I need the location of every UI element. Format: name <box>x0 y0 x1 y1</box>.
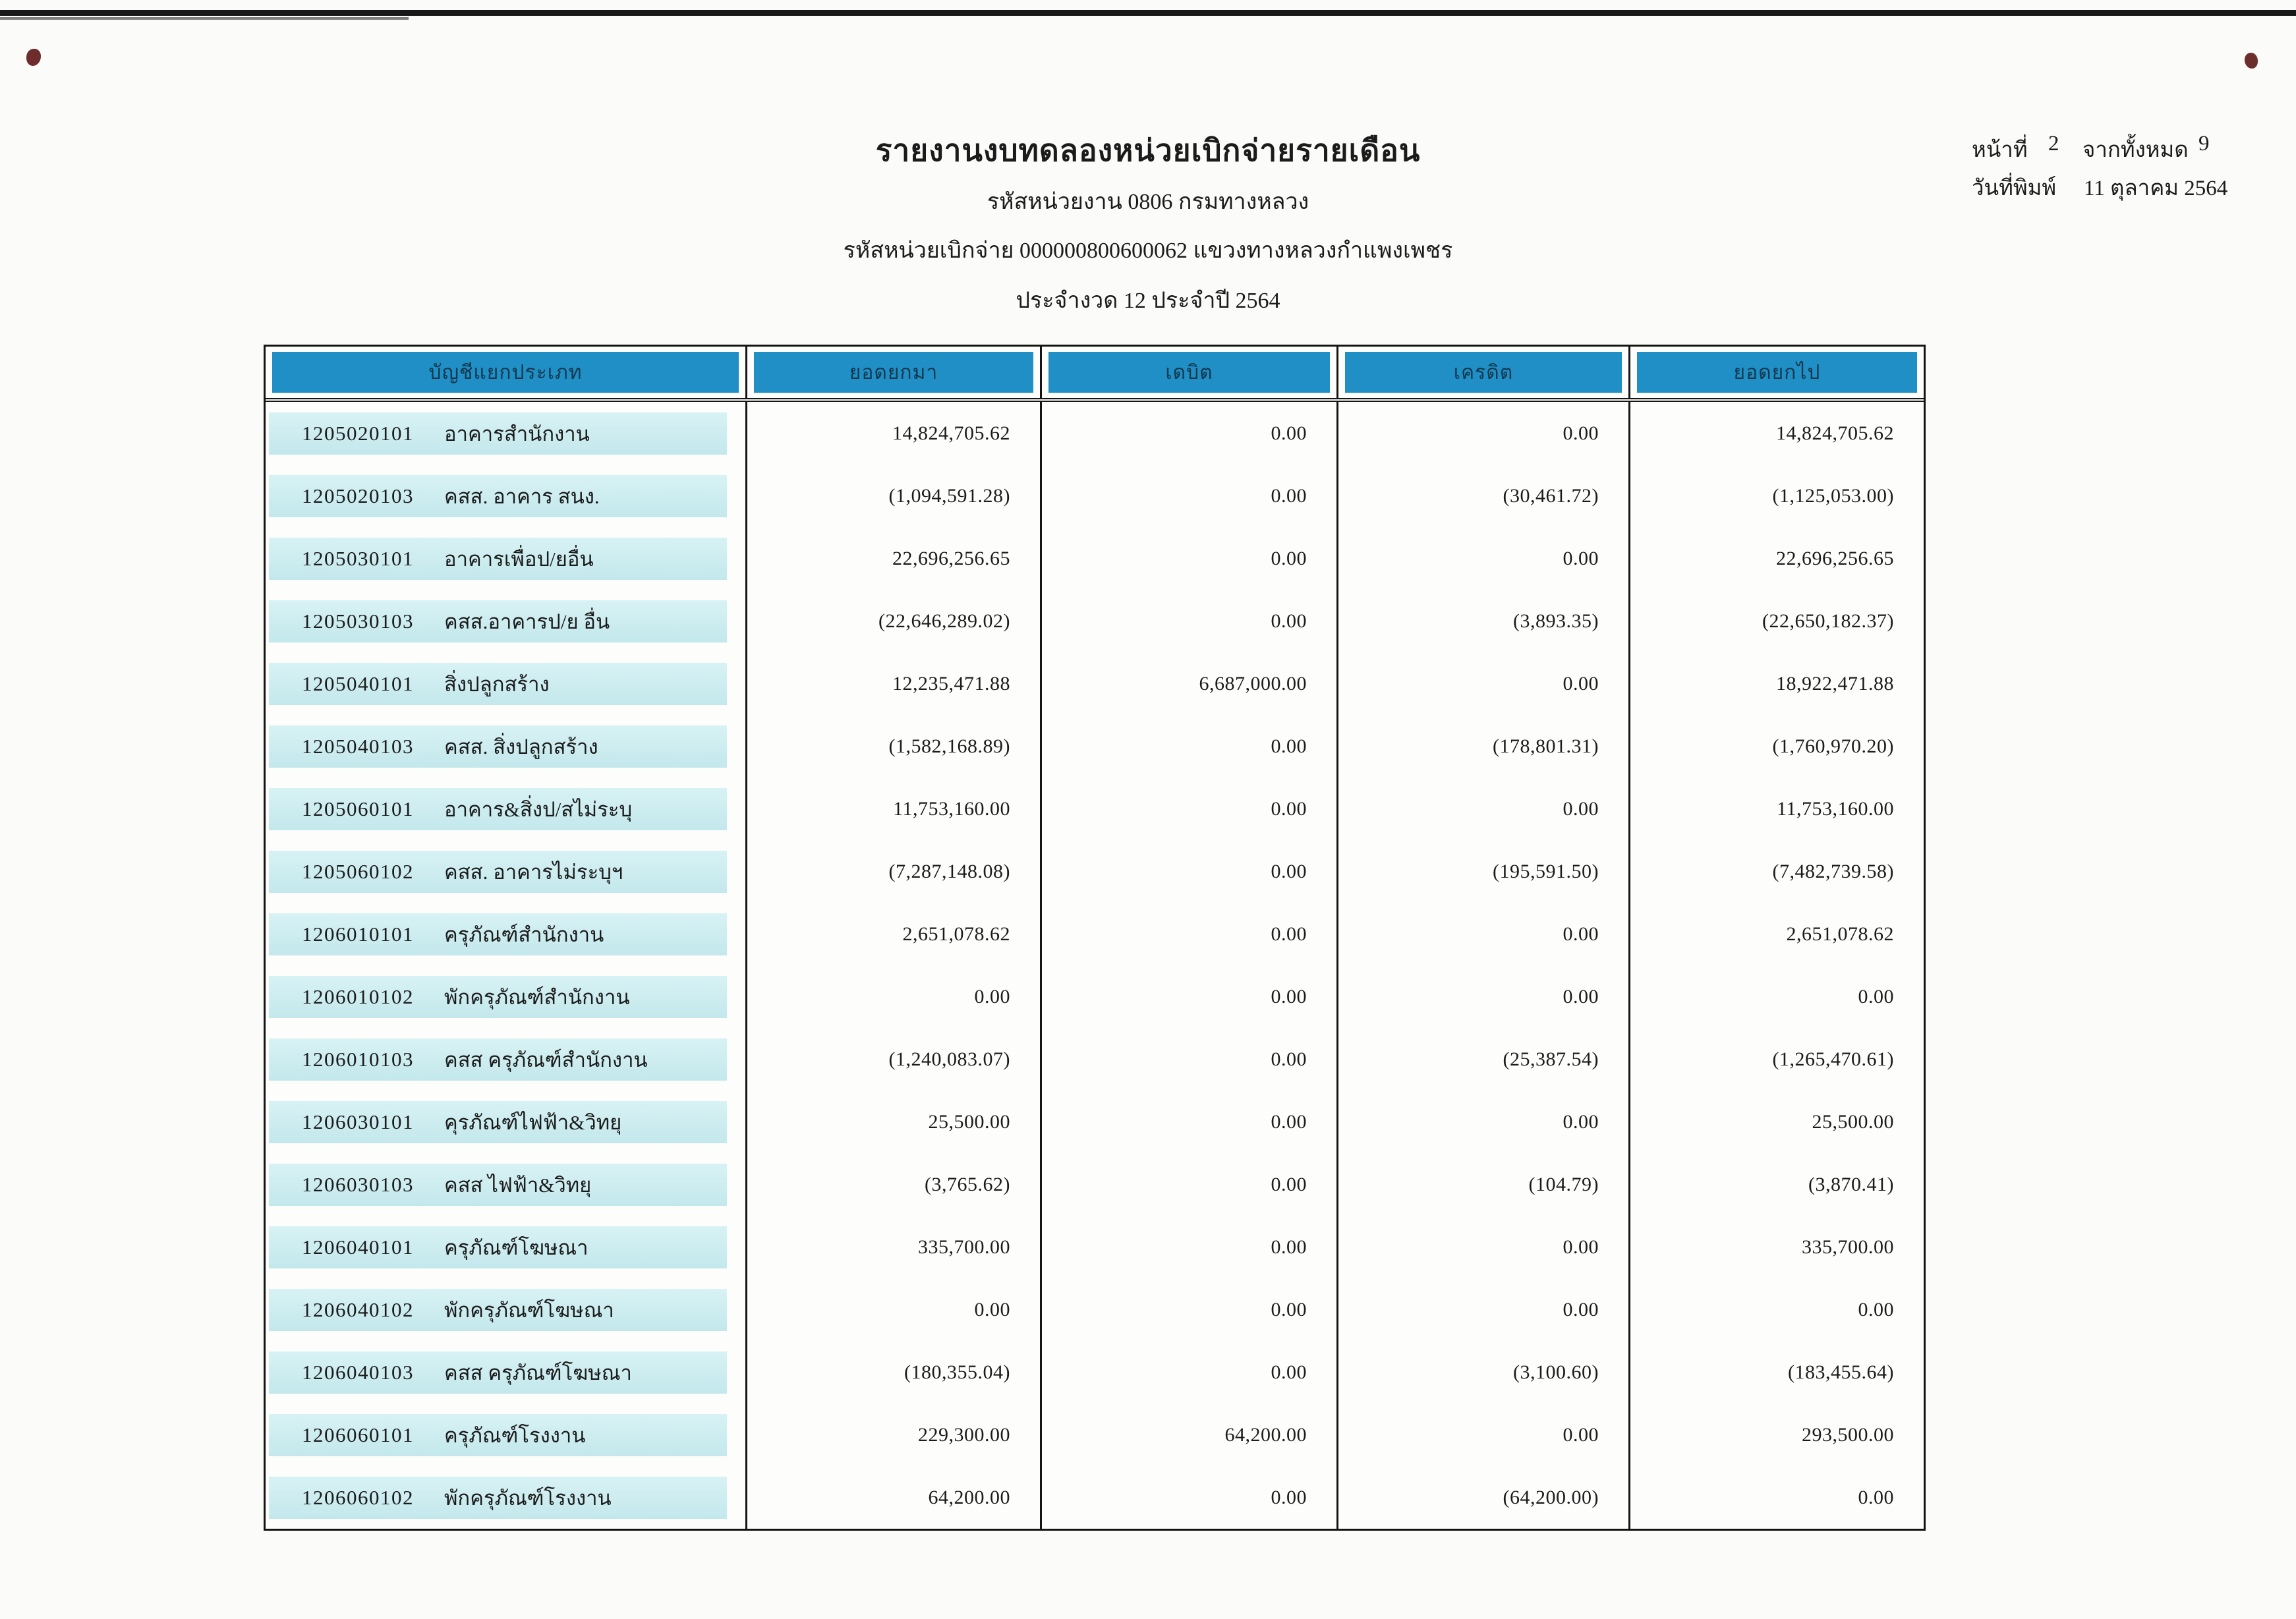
credit-value: (104.79) <box>1336 1153 1628 1216</box>
table-row <box>266 1216 1924 1278</box>
account-name: คสส. อาคาร สนง. <box>444 484 600 508</box>
account-code: 1205030101 <box>302 546 414 570</box>
account-code: 1206060101 <box>302 1423 414 1446</box>
debit-value: 0.00 <box>1040 1466 1336 1529</box>
carry-forward-value: (180,355.04) <box>745 1341 1040 1404</box>
account-name: คสส ครุภัณฑ์สำนักงาน <box>444 1048 648 1071</box>
table-row <box>266 1091 1924 1153</box>
carry-forward-value: 229,300.00 <box>745 1404 1040 1466</box>
debit-value: 0.00 <box>1040 1153 1336 1216</box>
row-highlight-band <box>269 1226 727 1268</box>
carry-forward-value: 2,651,078.62 <box>745 903 1040 965</box>
balance-value: 335,700.00 <box>1628 1216 1924 1278</box>
credit-value: 0.00 <box>1336 778 1628 840</box>
debit-value: 0.00 <box>1040 1028 1336 1091</box>
balance-value: 0.00 <box>1628 1278 1924 1341</box>
carry-forward-value: (7,287,148.08) <box>745 840 1040 903</box>
credit-value: 0.00 <box>1336 652 1628 715</box>
table-body <box>266 402 1924 1529</box>
debit-value: 0.00 <box>1040 465 1336 527</box>
carry-forward-value: (1,240,083.07) <box>745 1028 1040 1091</box>
account-code: 1206030103 <box>302 1172 414 1196</box>
carry-forward-value: 25,500.00 <box>745 1091 1040 1153</box>
table-row <box>266 1341 1924 1404</box>
table-row <box>266 778 1924 840</box>
credit-value: 0.00 <box>1336 1091 1628 1153</box>
account-name: ครุภัณฑ์โฆษณา <box>444 1236 588 1259</box>
carry-forward-value: (3,765.62) <box>745 1153 1040 1216</box>
carry-forward-value: (1,094,591.28) <box>745 465 1040 527</box>
carry-forward-value: 14,824,705.62 <box>745 402 1040 465</box>
debit-value: 0.00 <box>1040 402 1336 465</box>
row-highlight-band <box>269 1289 727 1331</box>
column-header-carry-forward: ยอดยกมา <box>754 352 1033 393</box>
account-name: พักครุภัณฑ์โรงงาน <box>444 1486 612 1510</box>
row-highlight-band <box>269 788 727 830</box>
debit-value: 0.00 <box>1040 840 1336 903</box>
period-line: ประจำงวด 12 ประจำปี 2564 <box>1016 289 1280 313</box>
scan-edge-artifact <box>0 10 2296 16</box>
table-row <box>266 840 1924 903</box>
account-name: อาคารเพื่อป/ยอื่น <box>444 547 594 571</box>
disbursing-unit-line: รหัสหน่วยเบิกจ่าย 000000800600062 แขวงทางหลวงกำแพงเพชร <box>843 239 1453 263</box>
row-highlight-band <box>269 600 727 642</box>
account-name: อาคารสำนักงาน <box>444 422 590 445</box>
total-pages-number: 9 <box>2198 132 2210 156</box>
credit-value: 0.00 <box>1336 1216 1628 1278</box>
carry-forward-value: 11,753,160.00 <box>745 778 1040 840</box>
table-row <box>266 1028 1924 1091</box>
account-code: 1205020101 <box>302 421 414 445</box>
report-title: รายงานงบทดลองหน่วยเบิกจ่ายรายเดือน <box>875 134 1421 167</box>
balance-value: (7,482,739.58) <box>1628 840 1924 903</box>
credit-value: 0.00 <box>1336 903 1628 965</box>
page-number: 2 <box>2048 132 2059 156</box>
credit-value: (178,801.31) <box>1336 715 1628 778</box>
table-row <box>266 903 1924 965</box>
table-row <box>266 1153 1924 1216</box>
credit-value: (25,387.54) <box>1336 1028 1628 1091</box>
column-header-account: บัญชีแยกประเภท <box>272 352 739 393</box>
carry-forward-value: (22,646,289.02) <box>745 590 1040 652</box>
debit-value: 0.00 <box>1040 1341 1336 1404</box>
row-highlight-band <box>269 538 727 580</box>
table-row <box>266 1404 1924 1466</box>
account-code: 1205040103 <box>302 734 414 758</box>
debit-value: 0.00 <box>1040 1091 1336 1153</box>
account-code: 1206010102 <box>302 984 414 1008</box>
account-name: ครุภัณฑ์สำนักงาน <box>444 923 604 946</box>
credit-value: 0.00 <box>1336 402 1628 465</box>
carry-forward-value: 335,700.00 <box>745 1216 1040 1278</box>
print-date-label: วันที่พิมพ์ <box>1972 177 2057 200</box>
account-code: 1205060102 <box>302 859 414 883</box>
account-code: 1205020103 <box>302 484 414 507</box>
row-highlight-band <box>269 1038 727 1081</box>
agency-code-line: รหัสหน่วยงาน 0806 กรมทางหลวง <box>987 190 1309 214</box>
balance-value: 2,651,078.62 <box>1628 903 1924 965</box>
balance-value: (183,455.64) <box>1628 1341 1924 1404</box>
credit-value: (195,591.50) <box>1336 840 1628 903</box>
account-name: อาคาร&สิ่งป/สไม่ระบุ <box>444 797 633 821</box>
balance-value: (1,125,053.00) <box>1628 465 1924 527</box>
account-code: 1206030101 <box>302 1110 414 1133</box>
table-row <box>266 465 1924 527</box>
balance-value: 11,753,160.00 <box>1628 778 1924 840</box>
row-highlight-band <box>269 1101 727 1143</box>
row-highlight-band <box>269 663 727 705</box>
account-code: 1206040101 <box>302 1235 414 1259</box>
account-name: คสส. สิ่งปลูกสร้าง <box>444 735 598 758</box>
table-row <box>266 965 1924 1028</box>
carry-forward-value: 64,200.00 <box>745 1466 1040 1529</box>
carry-forward-value: 22,696,256.65 <box>745 527 1040 590</box>
debit-value: 0.00 <box>1040 1216 1336 1278</box>
table-row <box>266 1278 1924 1341</box>
table-row <box>266 590 1924 652</box>
balance-value: (22,650,182.37) <box>1628 590 1924 652</box>
account-code: 1206010101 <box>302 922 414 946</box>
debit-value: 0.00 <box>1040 590 1336 652</box>
account-name: ครุภัณฑ์โรงงาน <box>444 1423 586 1447</box>
row-highlight-band <box>269 1477 727 1519</box>
credit-value: 0.00 <box>1336 1404 1628 1466</box>
row-highlight-band <box>269 851 727 893</box>
page-label: หน้าที่ <box>1972 138 2028 162</box>
account-name: พักครุภัณฑ์สำนักงาน <box>444 985 630 1009</box>
table-row <box>266 527 1924 590</box>
row-highlight-band <box>269 913 727 955</box>
balance-value: (1,760,970.20) <box>1628 715 1924 778</box>
account-code: 1205040101 <box>302 671 414 695</box>
debit-value: 0.00 <box>1040 1278 1336 1341</box>
table-row <box>266 1466 1924 1529</box>
account-name: คสส. อาคารไม่ระบุฯ <box>444 860 623 884</box>
scan-edge-artifact-2 <box>0 17 409 20</box>
account-name: คสส.อาคารป/ย อื่น <box>444 610 610 633</box>
debit-value: 0.00 <box>1040 715 1336 778</box>
carry-forward-value: 12,235,471.88 <box>745 652 1040 715</box>
carry-forward-value: 0.00 <box>745 965 1040 1028</box>
balance-value: 14,824,705.62 <box>1628 402 1924 465</box>
balance-value: (1,265,470.61) <box>1628 1028 1924 1091</box>
column-header-debit: เดบิต <box>1048 352 1330 393</box>
table-row <box>266 652 1924 715</box>
debit-value: 0.00 <box>1040 527 1336 590</box>
account-name: คุรภัณฑ์ไฟฟ้า&วิทยุ <box>444 1110 622 1134</box>
balance-value: 25,500.00 <box>1628 1091 1924 1153</box>
debit-value: 0.00 <box>1040 965 1336 1028</box>
table-header-row <box>266 347 1924 402</box>
balance-value: 22,696,256.65 <box>1628 527 1924 590</box>
credit-value: 0.00 <box>1336 1278 1628 1341</box>
credit-value: 0.00 <box>1336 527 1628 590</box>
scan-speck-right <box>2245 53 2258 69</box>
print-date-value: 11 ตุลาคม 2564 <box>2084 177 2228 200</box>
row-highlight-band <box>269 475 727 517</box>
balance-value: 0.00 <box>1628 1466 1924 1529</box>
debit-value: 0.00 <box>1040 903 1336 965</box>
account-name: สิ่งปลูกสร้าง <box>444 672 550 696</box>
row-highlight-band <box>269 725 727 768</box>
account-name: คสส ไฟฟ้า&วิทยุ <box>444 1173 592 1197</box>
total-pages-label: จากทั้งหมด <box>2082 138 2189 162</box>
row-highlight-band <box>269 412 727 455</box>
balance-value: 18,922,471.88 <box>1628 652 1924 715</box>
account-code: 1206010103 <box>302 1047 414 1071</box>
row-highlight-band <box>269 1414 727 1456</box>
table-row <box>266 402 1924 465</box>
row-highlight-band <box>269 976 727 1018</box>
credit-value: (3,100.60) <box>1336 1341 1628 1404</box>
balance-value: 293,500.00 <box>1628 1404 1924 1466</box>
debit-value: 0.00 <box>1040 778 1336 840</box>
scan-speck-left <box>26 49 41 66</box>
row-highlight-band <box>269 1351 727 1394</box>
account-code: 1206060102 <box>302 1485 414 1509</box>
account-name: คสส ครุภัณฑ์โฆษณา <box>444 1361 632 1384</box>
account-code: 1206040103 <box>302 1360 414 1384</box>
account-code: 1205060101 <box>302 797 414 820</box>
column-header-balance: ยอดยกไป <box>1637 352 1917 393</box>
debit-value: 6,687,000.00 <box>1040 652 1336 715</box>
account-code: 1206040102 <box>302 1297 414 1321</box>
debit-value: 64,200.00 <box>1040 1404 1336 1466</box>
account-code: 1205030103 <box>302 609 414 633</box>
trial-balance-table <box>264 345 1926 1531</box>
row-highlight-band <box>269 1164 727 1206</box>
page-info-block <box>1972 132 2282 217</box>
column-header-credit: เครดิต <box>1345 352 1622 393</box>
credit-value: 0.00 <box>1336 965 1628 1028</box>
credit-value: (64,200.00) <box>1336 1466 1628 1529</box>
carry-forward-value: 0.00 <box>745 1278 1040 1341</box>
carry-forward-value: (1,582,168.89) <box>745 715 1040 778</box>
balance-value: (3,870.41) <box>1628 1153 1924 1216</box>
credit-value: (3,893.35) <box>1336 590 1628 652</box>
table-row <box>266 715 1924 778</box>
account-name: พักครุภัณฑ์โฆษณา <box>444 1298 614 1322</box>
credit-value: (30,461.72) <box>1336 465 1628 527</box>
balance-value: 0.00 <box>1628 965 1924 1028</box>
